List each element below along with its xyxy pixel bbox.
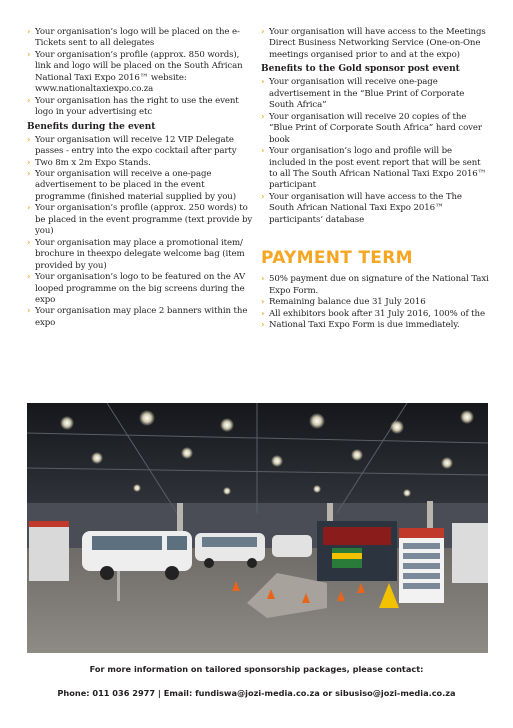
- list-item: › Your organisation will receive 12 VIP Delegate passes - entry into the expo cocktail after party: [27, 135, 254, 158]
- during-event-heading: Benefits during the event: [27, 121, 156, 132]
- right-column: [261, 27, 489, 332]
- expo-hall-illustration: [27, 403, 488, 653]
- pre-event-benefits-list: [27, 27, 254, 119]
- list-item: › All exhibitors book after 31 July 2016, 100% of the: [261, 309, 489, 320]
- list-item: › Your organisation will receive 20 copies of the “Blue Print of Corporate South Africa” hard cover book: [261, 112, 489, 146]
- list-item: › Your organisation will receive one-page advertisement in the “Blue Print of Corporate South Africa”: [261, 77, 489, 111]
- payment-term-heading: PAYMENT TERM: [261, 248, 413, 269]
- list-item: › Your organisation’s logo will be placed on the e-Tickets sent to all delegates: [27, 27, 254, 50]
- list-item: › Remaining balance due 31 July 2016: [261, 297, 489, 308]
- left-column: [27, 27, 254, 329]
- contact-details-text: Phone: 011 036 2977 | Email: fundiswa@jozi-media.co.za or sibusiso@jozi-media.co.za: [57, 688, 456, 698]
- list-item: › Your organisation will receive a one-page advertisement to be placed in the event programme (finished material supplied by you): [27, 169, 254, 203]
- list-item: › Your organisation’s profile (approx. 250 words) to be placed in the event programme (text provide by you): [27, 203, 254, 237]
- list-item: › Your organisation’s profile (approx. 850 words), link and logo will be placed on the South African National Taxi Expo 2016™ website: www.nationaltaxiexpo.co.za: [27, 50, 254, 96]
- list-item: › Your organisation’s logo to be featured on the AV looped programme on the big screens during the expo: [27, 272, 254, 306]
- contact-intro-text: For more information on tailored sponsorship packages, please contact:: [89, 664, 424, 674]
- list-item: › Your organisation may place a promotional item/ brochure in theexpo delegate welcome bag (item provided by you): [27, 238, 254, 272]
- list-item: › Two 8m x 2m Expo Stands.: [27, 158, 254, 169]
- list-item: › Your organisation’s logo and profile will be included in the post event report that will be sent to all The South African National Taxi Expo 2016™ participant: [261, 146, 489, 192]
- list-item: › Your organisation will have access to the The South African National Taxi Expo 2016™ participants’ database: [261, 192, 489, 226]
- networking-benefits-list: [261, 27, 489, 61]
- list-item: › Your organisation may place 2 banners within the expo: [27, 306, 254, 329]
- list-item: › National Taxi Expo Form is due immediately.: [261, 320, 489, 331]
- list-item: › Your organisation will have access to the Meetings Direct Business Networking Service (One-on-One meetings organised prior to and at the expo): [261, 27, 489, 61]
- expo-hall-photo: [27, 403, 488, 653]
- post-event-heading: Benefits to the Gold sponsor post event: [261, 64, 460, 75]
- list-item: › Your organisation has the right to use the event logo in your advertising etc: [27, 96, 254, 119]
- during-event-benefits-list: [27, 135, 254, 330]
- payment-terms-list: [261, 274, 489, 331]
- list-item: › 50% payment due on signature of the National Taxi Expo Form.: [261, 274, 489, 297]
- post-event-benefits-list: [261, 77, 489, 226]
